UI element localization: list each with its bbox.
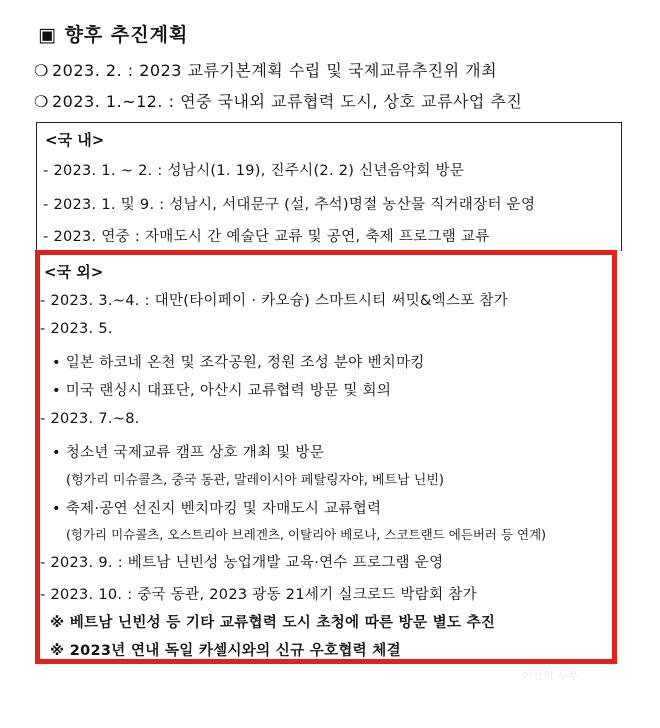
plan-item <box>34 58 497 81</box>
overseas-row: - 2023. 3.~4. : 대만(타이페이 · 카오슝) 스마트시티 써밋&엑스포 참가 <box>40 293 509 309</box>
watermark: 아산의 두부 <box>522 669 579 682</box>
plan-item <box>34 89 522 112</box>
domestic-row: - 2023. 1. ~ 2. : 성남시(1. 19), 진주시(2. 2) 신년음악회 방문 <box>43 163 465 179</box>
overseas-title: <국 외> <box>44 263 104 281</box>
plan-text: 2023. 1.~12. : 연중 국내외 교류협력 도시, 상호 교류사업 추진 <box>52 92 523 111</box>
overseas-note: ※ 2023년 연내 독일 카셀시와의 신규 우호협력 체결 <box>50 643 401 659</box>
overseas-note: ※ 베트남 닌빈성 등 기타 교류협력 도시 초청에 따른 방문 별도 추진 <box>50 615 496 631</box>
overseas-detail: (헝가리 미슈콜츠, 중국 동관, 말레이시아 페탈링자야, 베트남 닌빈) <box>66 473 444 488</box>
domestic-row: - 2023. 연중 : 자매도시 간 예술단 교류 및 공연, 축제 프로그램 교류 <box>43 229 490 245</box>
overseas-detail: (헝가리 미슈콜츠, 오스트리아 브레겐츠, 이탈리아 베로나, 스코트랜드 에든버러 등 연계) <box>66 527 547 542</box>
overseas-bullet: • 청소년 국제교류 캠프 상호 개최 및 방문 <box>52 445 325 461</box>
circle-bullet-icon: ❍ <box>34 61 49 80</box>
domestic-box <box>36 122 622 251</box>
overseas-bullet: • 미국 랜싱시 대표단, 아산시 교류협력 방문 및 회의 <box>52 383 392 399</box>
overseas-row: - 2023. 5. <box>40 321 113 337</box>
domestic-row: - 2023. 1. 및 9. : 성남시, 서대문구 (설, 추석)명절 농산물 직거래장터 운영 <box>43 197 536 213</box>
overseas-bullet: • 일본 하코네 온천 및 조각공원, 정원 조성 분야 벤치마킹 <box>52 355 425 371</box>
plan-text: 2023. 2. : 2023 교류기본계획 수립 및 국제교류추진위 개최 <box>52 61 498 80</box>
overseas-highlight-box <box>35 250 617 664</box>
overseas-row: - 2023. 10. : 중국 동관, 2023 광동 21세기 실크로드 박람회 참가 <box>40 587 477 603</box>
overseas-row: - 2023. 7.~8. <box>40 411 140 427</box>
circle-bullet-icon: ❍ <box>34 92 49 111</box>
section-heading: ▣ 향후 추진계획 <box>38 24 189 46</box>
overseas-bullet: • 축제·공연 선진지 벤치마킹 및 자매도시 교류협력 <box>52 501 382 517</box>
overseas-row: - 2023. 9. : 베트남 닌빈성 농업개발 교육·연수 프로그램 운영 <box>40 555 444 571</box>
domestic-title: <국 내> <box>45 131 105 149</box>
